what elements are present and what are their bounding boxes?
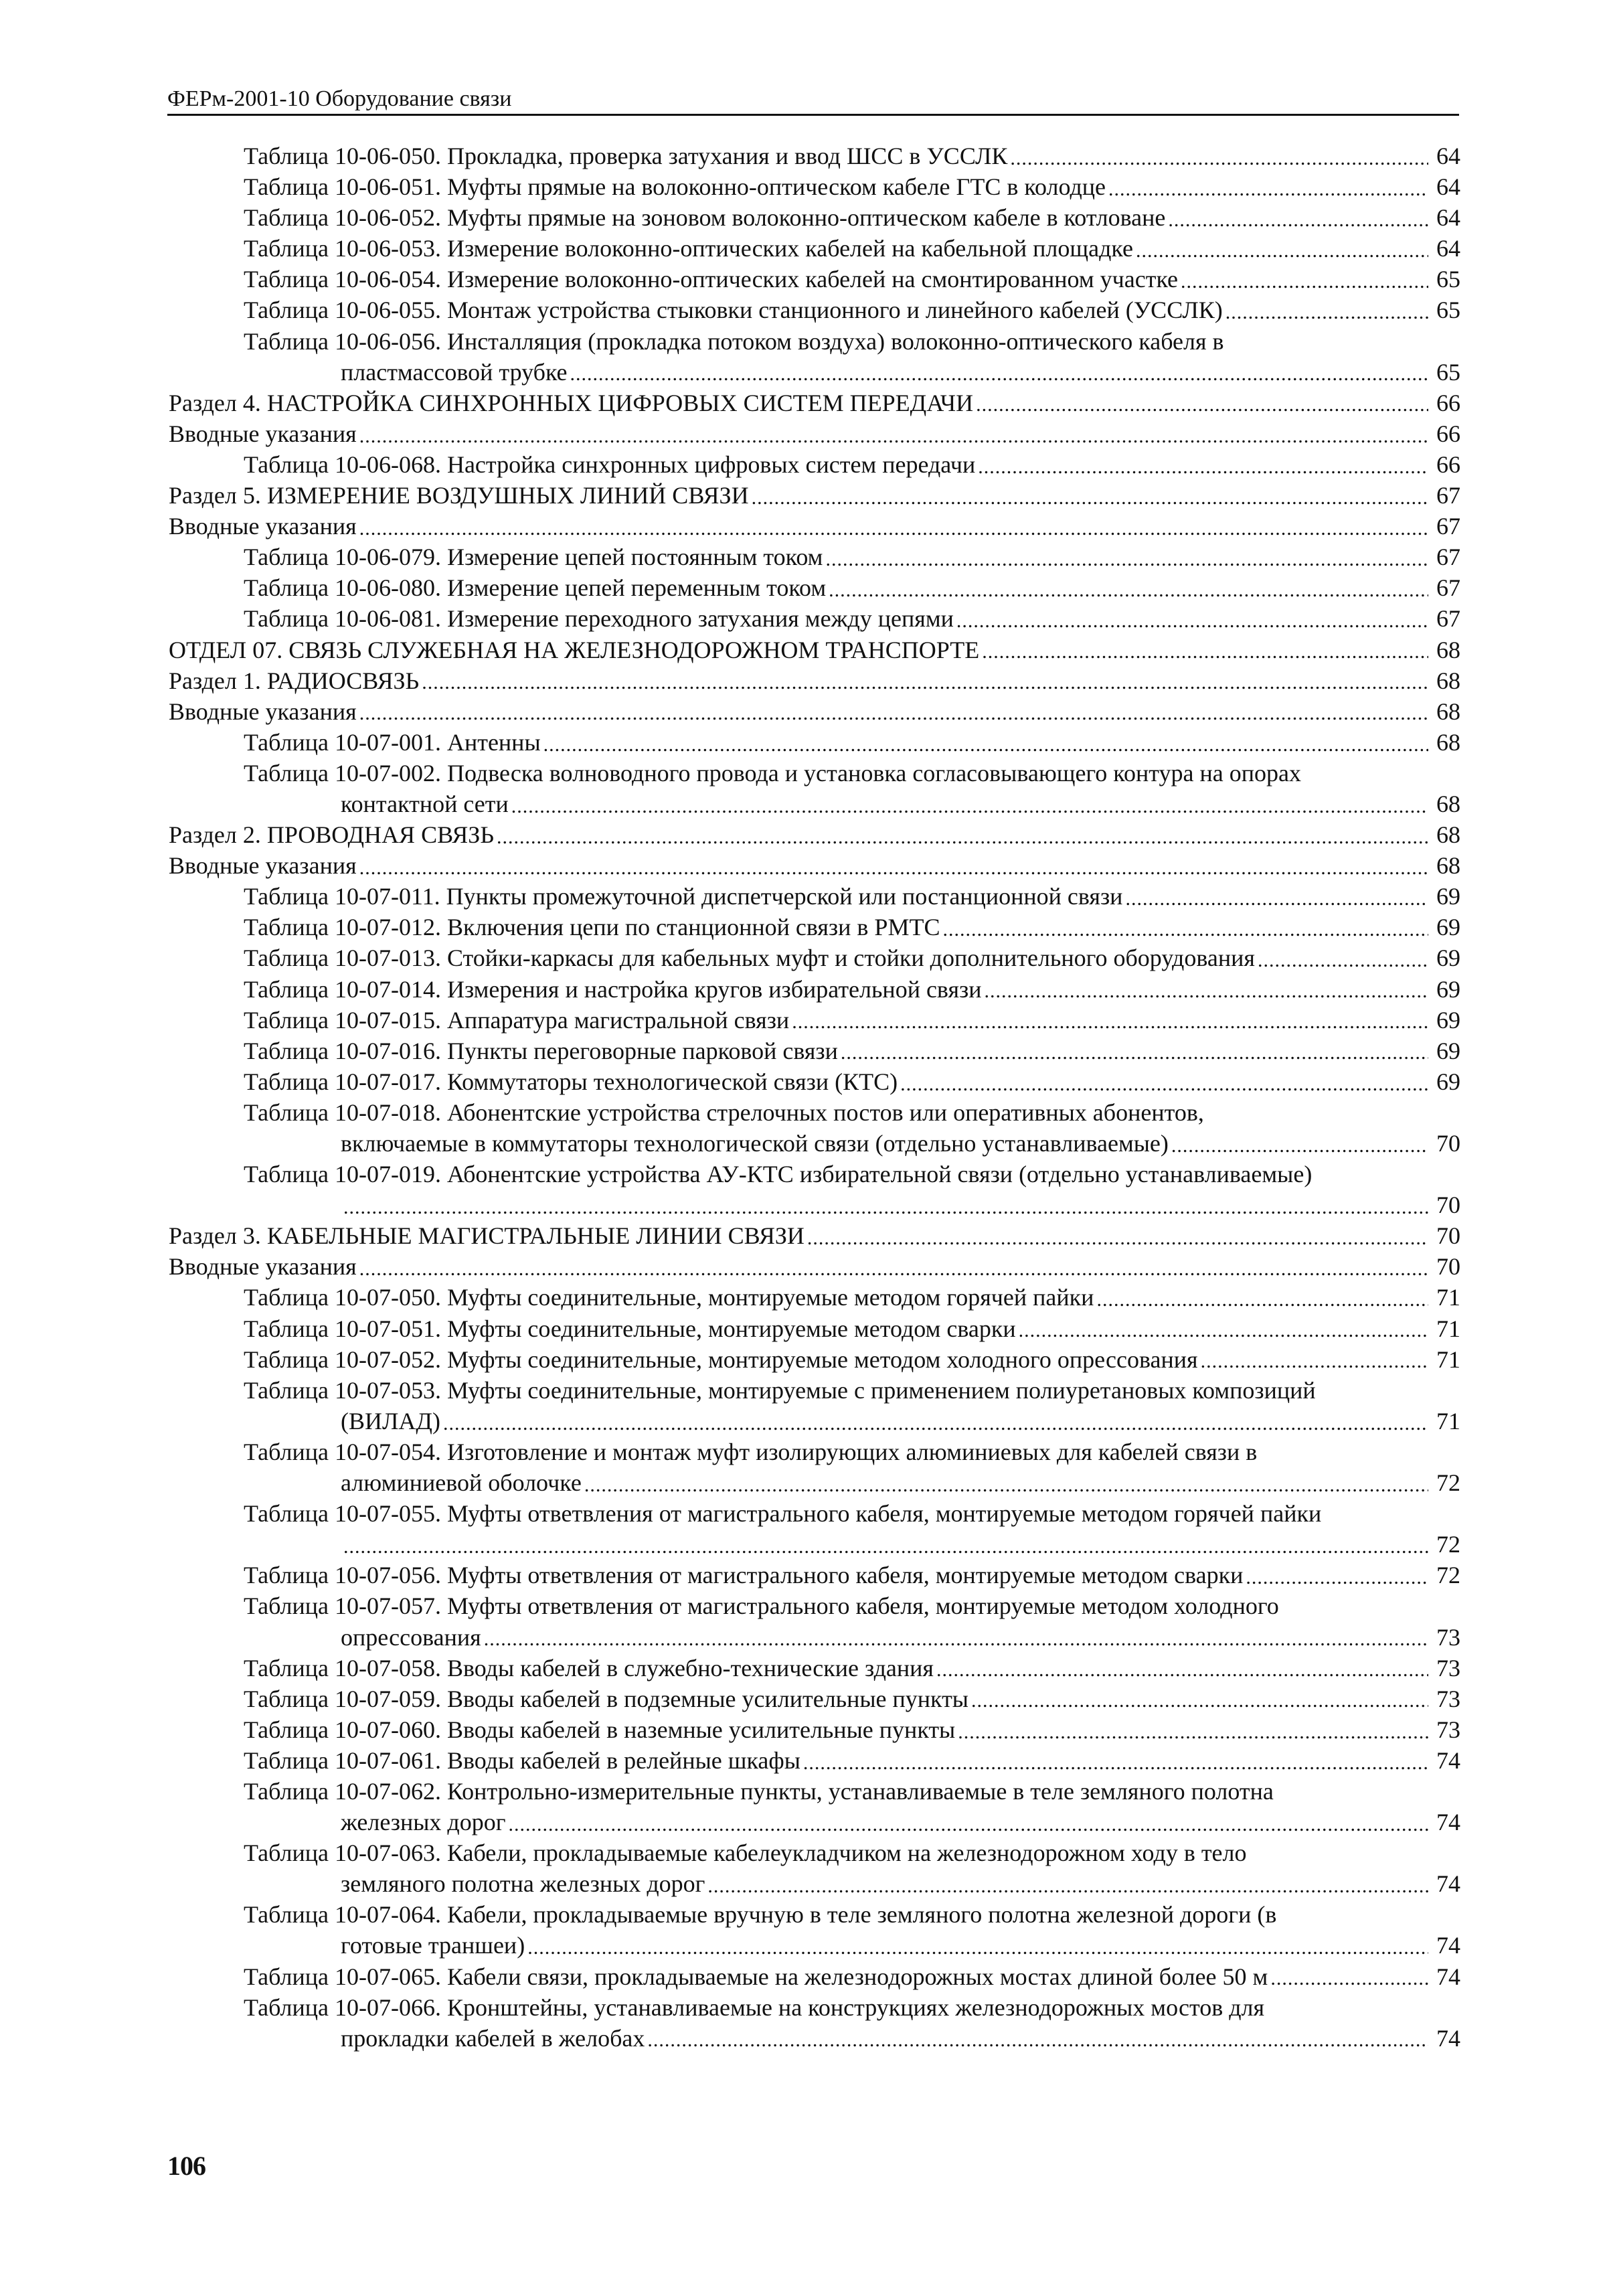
toc-entry-text: Таблица 10-07-017. Коммутаторы технологической связи (КТС) [244, 1068, 898, 1095]
toc-page-number: 64 [1436, 173, 1460, 201]
toc-entry-text: Вводные указания [169, 698, 357, 725]
dot-leader [1125, 884, 1428, 908]
toc-entry-text: Таблица 10-07-057. Муфты ответвления от магистрального кабеля, монтируемые методом холодного [244, 1592, 1279, 1620]
toc-entry [169, 819, 1460, 850]
dot-leader [942, 914, 1428, 938]
toc-entry-text: Таблица 10-07-056. Муфты ответвления от магистрального кабеля, монтируемые методом сварки [244, 1562, 1244, 1589]
toc-entry [169, 326, 1460, 388]
toc-entry [169, 1375, 1460, 1437]
toc-page-number: 73 [1436, 1654, 1460, 1682]
toc-entry-text: Таблица 10-06-052. Муфты прямые на зоновом волоконно-оптическом кабеле в котловане [244, 204, 1166, 232]
toc-entry [169, 1590, 1460, 1652]
dot-leader [985, 976, 1429, 1000]
dot-leader [1258, 945, 1428, 969]
toc-page-number: 66 [1436, 389, 1460, 416]
toc-entry-text: Таблица 10-07-055. Муфты ответвления от магистрального кабеля, монтируемые методом горячей пайки [244, 1500, 1322, 1528]
toc-entry [169, 511, 1460, 542]
dot-leader [527, 1933, 1428, 1957]
toc-entry [169, 974, 1460, 1005]
toc-entry [169, 850, 1460, 881]
dot-leader [1246, 1562, 1428, 1586]
toc-entry-text: Таблица 10-07-061. Вводы кабелей в релейные шкафы [244, 1746, 800, 1774]
dot-leader [1136, 236, 1428, 260]
dot-leader [509, 1809, 1428, 1833]
toc-entry-text: Вводные указания [169, 513, 357, 540]
toc-entry-text: Таблица 10-07-012. Включения цепи по станционной связи в РМТС [244, 914, 940, 941]
toc-page-number: 67 [1436, 482, 1460, 509]
dot-leader [900, 1069, 1428, 1093]
dot-leader [936, 1655, 1428, 1679]
dot-leader [958, 1717, 1428, 1741]
toc-entry-text: Таблица 10-07-060. Вводы кабелей в наземные усилительные пункты [244, 1716, 956, 1743]
toc-entry-text: Таблица 10-06-079. Измерение цепей постоянным током [244, 544, 823, 571]
toc-page-number: 68 [1436, 698, 1460, 725]
toc-entry [169, 1159, 1460, 1220]
toc-page-number: 64 [1436, 235, 1460, 262]
toc-entry [169, 635, 1460, 665]
toc-entry [169, 418, 1460, 449]
toc-entry [169, 665, 1460, 696]
toc-page-number: 71 [1436, 1407, 1460, 1434]
toc-entry [169, 1776, 1460, 1837]
header-title: ФЕРм-2001-10 Оборудование связи [167, 86, 512, 111]
toc-page-number: 73 [1436, 1685, 1460, 1712]
toc-entry [169, 1653, 1460, 1684]
toc-entry-text: Таблица 10-06-080. Измерение цепей переменным током [244, 574, 827, 602]
dot-leader [1201, 1346, 1428, 1370]
toc-page-number: 70 [1436, 1192, 1460, 1219]
toc-page-number: 70 [1436, 1222, 1460, 1250]
toc-entry-text: Таблица 10-06-053. Измерение волоконно-оптических кабелей на кабельной площадке [244, 235, 1133, 262]
dot-leader [803, 1748, 1428, 1772]
toc-page-number: 69 [1436, 914, 1460, 941]
toc-entry [169, 1684, 1460, 1714]
toc-entry [169, 727, 1460, 758]
dot-leader [484, 1624, 1428, 1648]
toc-entry [169, 1714, 1460, 1745]
dot-leader [1010, 143, 1428, 167]
dot-leader [1225, 297, 1428, 321]
dot-leader [359, 698, 1428, 722]
dot-leader [971, 1686, 1428, 1710]
toc-entry-text: Таблица 10-06-055. Монтаж устройства стыковки станционного и линейного кабелей (УССЛК) [244, 297, 1223, 324]
toc-entry-text: Таблица 10-06-051. Муфты прямые на волоконно-оптическом кабеле ГТС в колодце [244, 173, 1106, 201]
toc-entry-text: Раздел 1. РАДИОСВЯЗЬ [169, 667, 420, 694]
toc-page-number: 68 [1436, 636, 1460, 663]
dot-leader [359, 1254, 1428, 1278]
toc-entry-text: Таблица 10-06-081. Измерение переходного затухания между цепями [244, 605, 954, 633]
dot-leader [792, 1007, 1428, 1031]
dot-leader [978, 452, 1428, 476]
dot-leader [343, 1192, 1428, 1216]
toc-entry [169, 1837, 1460, 1899]
dot-leader [543, 730, 1428, 754]
toc-entry-text: Вводные указания [169, 1253, 357, 1281]
toc-page-number: 64 [1436, 204, 1460, 232]
toc-entry-text: Вводные указания [169, 420, 357, 447]
toc-entry-text: Таблица 10-07-013. Стойки-каркасы для кабельных муфт и стойки дополнительного оборудования [244, 945, 1255, 972]
toc-entry [169, 1097, 1460, 1159]
running-header [167, 86, 1459, 116]
dot-leader [497, 822, 1428, 846]
toc-entry-text: (ВИЛАД) [341, 1407, 440, 1434]
toc-page-number: 70 [1436, 1130, 1460, 1157]
toc-page-number: 69 [1436, 1068, 1460, 1095]
toc-page-number: 65 [1436, 297, 1460, 324]
toc-page-number: 68 [1436, 852, 1460, 880]
toc-entry [169, 1220, 1460, 1251]
toc-page-number: 66 [1436, 450, 1460, 478]
toc-entry-text: готовые траншеи) [341, 1932, 525, 1959]
toc-entry-text: Таблица 10-07-011. Пункты промежуточной диспетчерской или постанционной связи [244, 883, 1123, 910]
toc-page-number: 71 [1436, 1315, 1460, 1342]
table-of-contents [169, 141, 1460, 2054]
toc-page-number: 74 [1436, 1963, 1460, 1990]
toc-entry-text: Таблица 10-07-018. Абонентские устройства стрелочных постов или оперативных абонентов, [244, 1098, 1204, 1126]
toc-page-number: 67 [1436, 513, 1460, 540]
toc-entry-text: Раздел 2. ПРОВОДНАЯ СВЯЗЬ [169, 821, 495, 849]
toc-entry-text: Таблица 10-07-052. Муфты соединительные, монтируемые методом холодного опрессования [244, 1345, 1198, 1373]
toc-entry [169, 696, 1460, 727]
toc-page-number: 67 [1436, 544, 1460, 571]
dot-leader [359, 853, 1428, 877]
toc-page-number: 69 [1436, 975, 1460, 1003]
toc-entry-text: Таблица 10-06-056. Инсталляция (прокладка потоком воздуха) волоконно-оптического кабеля в [244, 327, 1224, 355]
toc-entry [169, 1560, 1460, 1590]
toc-entry-text: контактной сети [341, 790, 509, 817]
dot-leader [752, 483, 1428, 507]
toc-entry-text: опрессования [341, 1623, 481, 1651]
dot-leader [1171, 1131, 1428, 1155]
toc-page-number: 71 [1436, 1284, 1460, 1311]
dot-leader [1096, 1285, 1428, 1309]
toc-entry-text: Таблица 10-07-064. Кабели, прокладываемые вручную в теле земляного полотна железной дороги (в [244, 1901, 1277, 1929]
toc-entry [169, 264, 1460, 295]
toc-page-number: 73 [1436, 1623, 1460, 1651]
dot-leader [443, 1408, 1428, 1432]
toc-entry-text: включаемые в коммутаторы технологической связи (отдельно устанавливаемые) [341, 1130, 1169, 1157]
toc-entry-text: Таблица 10-07-001. Антенны [244, 728, 541, 756]
toc-entry-text: земляного полотна железных дорог [341, 1870, 705, 1898]
toc-page-number: 66 [1436, 420, 1460, 447]
dot-leader [1181, 266, 1428, 291]
toc-page-number: 71 [1436, 1345, 1460, 1373]
toc-entry [169, 1005, 1460, 1036]
dot-leader [1019, 1315, 1428, 1339]
toc-entry-text: Таблица 10-07-014. Измерения и настройка кругов избирательной связи [244, 975, 982, 1003]
toc-entry [169, 881, 1460, 912]
toc-page-number: 64 [1436, 143, 1460, 169]
toc-entry [169, 1992, 1460, 2054]
toc-entry-text: Раздел 4. НАСТРОЙКА СИНХРОННЫХ ЦИФРОВЫХ СИСТЕМ ПЕРЕДАЧИ [169, 389, 974, 416]
toc-entry-text: Таблица 10-07-063. Кабели, прокладываемые кабелеукладчиком на железнодорожном ходу в тело [244, 1839, 1247, 1867]
toc-entry-text: Таблица 10-07-062. Контрольно-измерительные пункты, устанавливаемые в теле земляного полотна [244, 1777, 1274, 1805]
toc-page-number: 67 [1436, 605, 1460, 633]
toc-entry-text: Таблица 10-07-019. Абонентские устройства АУ-КТС избирательной связи (отдельно устанавливаемые) [244, 1161, 1313, 1188]
dot-leader [956, 606, 1428, 630]
toc-entry-text: прокладки кабелей в желобах [341, 2024, 645, 2052]
toc-entry [169, 1961, 1460, 1992]
toc-entry-text: Таблица 10-07-002. Подвеска волноводного провода и установка согласовывающего контура на опорах [244, 759, 1301, 787]
dot-leader [570, 359, 1428, 383]
dot-leader [829, 575, 1428, 599]
toc-entry [169, 449, 1460, 480]
toc-entry-text: пластмассовой трубке [341, 358, 568, 386]
toc-entry-text: Таблица 10-07-065. Кабели связи, прокладываемые на железнодорожных мостах длиной более 50 м [244, 1963, 1268, 1990]
toc-page-number: 65 [1436, 358, 1460, 386]
toc-entry-text: Таблица 10-07-054. Изготовление и монтаж муфт изолирующих алюминиевых для кабелей связи в [244, 1438, 1258, 1465]
toc-entry [169, 1251, 1460, 1282]
toc-entry [169, 1066, 1460, 1097]
toc-entry [169, 295, 1460, 325]
toc-entry [169, 480, 1460, 511]
dot-leader [982, 637, 1428, 661]
toc-entry-text: Таблица 10-06-050. Прокладка, проверка затухания и ввод ШСС в УССЛК [244, 143, 1008, 169]
toc-page-number: 68 [1436, 728, 1460, 756]
toc-entry [169, 1437, 1460, 1498]
toc-entry-text: Таблица 10-07-015. Аппаратура магистральной связи [244, 1006, 790, 1034]
toc-page-number: 68 [1436, 821, 1460, 849]
toc-entry-text: Таблица 10-07-053. Муфты соединительные, монтируемые с применением полиуретановых композиций [244, 1376, 1316, 1404]
dot-leader [422, 667, 1428, 691]
toc-entry [169, 141, 1460, 171]
toc-entry-text: Раздел 3. КАБЕЛЬНЫЕ МАГИСТРАЛЬНЫЕ ЛИНИИ СВЯЗИ [169, 1222, 805, 1250]
toc-entry [169, 942, 1460, 973]
toc-entry [169, 1036, 1460, 1066]
toc-entry-text: Таблица 10-07-050. Муфты соединительные, монтируемые методом горячей пайки [244, 1284, 1094, 1311]
toc-page-number: 73 [1436, 1716, 1460, 1743]
toc-page-number: 67 [1436, 574, 1460, 602]
toc-page-number: 74 [1436, 1932, 1460, 1959]
toc-page-number: 74 [1436, 1870, 1460, 1898]
toc-entry-text: Таблица 10-07-016. Пункты переговорные парковой связи [244, 1037, 838, 1064]
toc-entry-text: Таблица 10-07-058. Вводы кабелей в служебно-технические здания [244, 1654, 934, 1682]
dot-leader [1108, 174, 1428, 198]
page-number: 106 [167, 2151, 205, 2181]
toc-page-number: 70 [1436, 1253, 1460, 1281]
toc-page-number: 72 [1436, 1469, 1460, 1497]
toc-entry [169, 1344, 1460, 1375]
toc-page-number: 65 [1436, 266, 1460, 293]
toc-entry-text: Таблица 10-06-054. Измерение волоконно-оптических кабелей на смонтированном участке [244, 266, 1179, 293]
dot-leader [825, 544, 1428, 568]
toc-page-number: 74 [1436, 1746, 1460, 1774]
dot-leader [1168, 205, 1428, 229]
toc-entry [169, 202, 1460, 233]
toc-entry [169, 758, 1460, 819]
toc-page-number: 68 [1436, 790, 1460, 817]
dot-leader [1270, 1963, 1428, 1987]
toc-entry [169, 171, 1460, 202]
toc-entry-text: Таблица 10-07-066. Кронштейны, устанавливаемые на конструкциях железнодорожных мостов для [244, 1993, 1265, 2021]
toc-page-number: 74 [1436, 1809, 1460, 1836]
toc-page-number: 69 [1436, 883, 1460, 910]
toc-entry-text: ОТДЕЛ 07. СВЯЗЬ СЛУЖЕБНАЯ НА ЖЕЛЕЗНОДОРОЖНОМ ТРАНСПОРТЕ [169, 636, 980, 663]
toc-entry [169, 233, 1460, 264]
toc-entry-text: железных дорог [341, 1809, 506, 1836]
toc-entry-text: Таблица 10-07-051. Муфты соединительные, монтируемые методом сварки [244, 1315, 1016, 1342]
dot-leader [707, 1871, 1428, 1895]
toc-entry [169, 1498, 1460, 1560]
toc-page-number: 72 [1436, 1531, 1460, 1558]
dot-leader [976, 390, 1428, 414]
toc-entry-text: алюминиевой оболочке [341, 1469, 582, 1497]
toc-page-number: 72 [1436, 1562, 1460, 1589]
dot-leader [807, 1223, 1428, 1247]
toc-entry-text: Вводные указания [169, 852, 357, 880]
toc-entry [169, 1899, 1460, 1961]
toc-entry [169, 1313, 1460, 1344]
toc-entry [169, 542, 1460, 572]
toc-page-number: 68 [1436, 667, 1460, 694]
toc-page-number: 69 [1436, 1006, 1460, 1034]
dot-leader [511, 791, 1428, 815]
toc-page-number: 69 [1436, 945, 1460, 972]
dot-leader [584, 1470, 1428, 1494]
dot-leader [647, 2025, 1428, 2049]
dot-leader [343, 1532, 1428, 1556]
toc-page-number: 74 [1436, 2024, 1460, 2052]
dot-leader [841, 1038, 1428, 1062]
toc-entry [169, 1745, 1460, 1776]
toc-page-number: 69 [1436, 1037, 1460, 1064]
dot-leader [359, 421, 1428, 445]
toc-entry-text: Таблица 10-06-068. Настройка синхронных цифровых систем передачи [244, 450, 976, 478]
dot-leader [359, 513, 1428, 538]
toc-entry-text: Таблица 10-07-059. Вводы кабелей в подземные усилительные пункты [244, 1685, 968, 1712]
toc-entry [169, 1282, 1460, 1313]
toc-entry [169, 603, 1460, 634]
toc-entry-text: Раздел 5. ИЗМЕРЕНИЕ ВОЗДУШНЫХ ЛИНИЙ СВЯЗИ [169, 482, 749, 509]
toc-entry [169, 572, 1460, 603]
toc-entry [169, 388, 1460, 418]
toc-entry [169, 912, 1460, 942]
